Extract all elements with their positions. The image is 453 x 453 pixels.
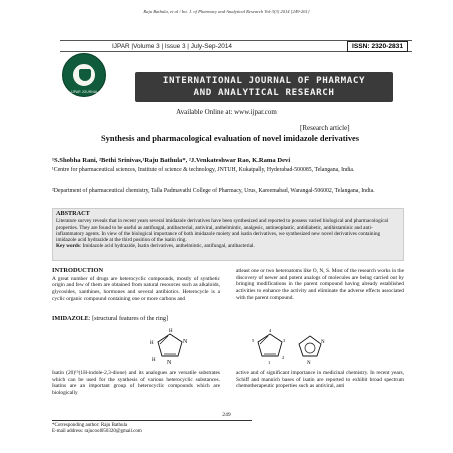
running-head: Raju Bathula, et al / Int. J. of Pharmacy and Analytical Research Vol-3(3) 2014 [249-261] <box>143 9 310 14</box>
logo-text: IJPAR JOURNAL <box>71 90 99 94</box>
keywords-label: Key words <box>56 243 80 250</box>
imidazole-structure-2 <box>248 326 292 366</box>
issue-line: IJPAR |Volume 3 | Issue 3 | July-Sep-2014 <box>112 42 232 50</box>
svg-text:H: H <box>152 358 156 363</box>
intro-heading: INTRODUCTION <box>52 267 104 274</box>
svg-text:N: N <box>167 360 172 366</box>
article-type: [Research article] <box>300 124 350 132</box>
isatin-left-column <box>52 370 220 397</box>
intro-right-column <box>236 268 404 302</box>
online-availability: Available Online at: www.ijpar.com <box>176 108 277 116</box>
author-list: ¹S.Shobha Rani, ²Bethi Srinivas,¹Raju Bathula*, ²J.Venkateshwar Rao, K.Rama Devi <box>52 157 291 164</box>
isatin-right-text: active and of significant importance in medicinal chemistry. In recent years, Schiff and mannich bases of isatin are reported to exhibit broad spectrum chemotherapeutic properties such as antiviral, anti <box>236 370 404 390</box>
intro-left-column <box>52 268 220 303</box>
journal-title-line1: INTERNATIONAL JOURNAL OF PHARMACY <box>162 75 366 86</box>
imidazole-structure-1 <box>140 326 200 366</box>
keywords <box>56 243 400 249</box>
affiliation-1: ¹Centre for pharmaceutical sciences, Institute of science & technology, JNTUH, Kukatpally, Hyderabad-500085, Telangana, India. <box>52 167 355 173</box>
abstract-body: Literature survey reveals that in recent years several imidazole derivatives have been synthesized and reported to possess varied biological and pharmacological properties. They are found to be useful as antifungal, antibacterial, antiviral, anthelmintic, analgesic, antineoplastic, antidiabetic, antihistaminic and anti-inflammatory agents. In view of the biological importance of both imidazole moiety and isatin derivatives, we synthesized new novel derivatives containing imidazole acid hydrazide at the third position of the isatin ring. <box>56 218 389 244</box>
imidazole-subheading: : [structural features of the ring] <box>88 315 168 322</box>
abstract-box <box>52 208 404 261</box>
footnote-author: *Corresponding author: Raju Bathula <box>52 423 128 428</box>
svg-text:5: 5 <box>252 338 255 343</box>
svg-text:N: N <box>307 361 311 366</box>
imidazole-structure-3 <box>290 326 330 366</box>
isatin-right-column <box>236 370 404 390</box>
footnote-email[interactable]: E-mail address: rajucool050320@gmail.com <box>52 429 142 435</box>
intro-left-text: A great number of drugs are heterocyclic compounds, mostly of synthetic origin and few of them are obtained from natural resources such as alkaloids, glycosides, xanthines, hormones and several antibiotics. Heterocycle is a cyclic organic compound containing one or more carbons and <box>52 275 220 302</box>
svg-text:4: 4 <box>269 328 272 333</box>
issn-badge: ISSN: 2320-2831 <box>347 41 408 52</box>
corresponding-author-footnote <box>52 420 252 435</box>
mortar-icon <box>79 69 91 81</box>
intro-right-text: atleast one or two heteroatoms like O, N, S. Most of the research works in the discovery of newer and potent analogs of molecules are being carried out by bringing modifications in the parent compound having already established activities to enhance the activity and eliminate the adverse effects associated with the parent compound. <box>236 268 404 301</box>
journal-band <box>60 40 412 52</box>
imidazole-heading <box>52 315 168 322</box>
paper-title: Synthesis and pharmacological evaluation of novel imidazole derivatives <box>101 134 359 143</box>
svg-text:2: 2 <box>282 355 285 360</box>
imidazole-label: IMIDAZOLE <box>52 315 89 322</box>
svg-text:N: N <box>183 339 188 345</box>
journal-title-banner <box>135 72 393 102</box>
abstract-heading: ABSTRACT <box>56 210 90 217</box>
svg-text:H: H <box>150 341 154 346</box>
svg-text:N: N <box>321 340 325 345</box>
svg-text:1: 1 <box>268 360 271 365</box>
svg-text:3: 3 <box>283 338 286 343</box>
isatin-left-text: Isatin (20)¹⁵(1H-indole-2,3-dione) and its analogues are versatile substrates which can be used for the synthesis of various heterocyclic substances. Isatins are an important group of heterocyclic compounds which are biologically <box>52 370 220 397</box>
page-number: 249 <box>222 412 231 418</box>
journal-title-line2: AND ANALYTICAL RESEARCH <box>193 87 335 98</box>
affiliation-2: ²Department of pharmaceutical chemistry, Talla Padmavathi College of Pharmacy, Urus, Kareemabad, Warangal-506002, Telangana, India. <box>52 188 375 194</box>
journal-logo <box>62 53 106 97</box>
keywords-text: : Imidazole acid hydrazide, Isatin derivatives, anthelmintic, antifungal, antibacterial. <box>79 243 255 250</box>
svg-text:H: H <box>169 329 173 334</box>
